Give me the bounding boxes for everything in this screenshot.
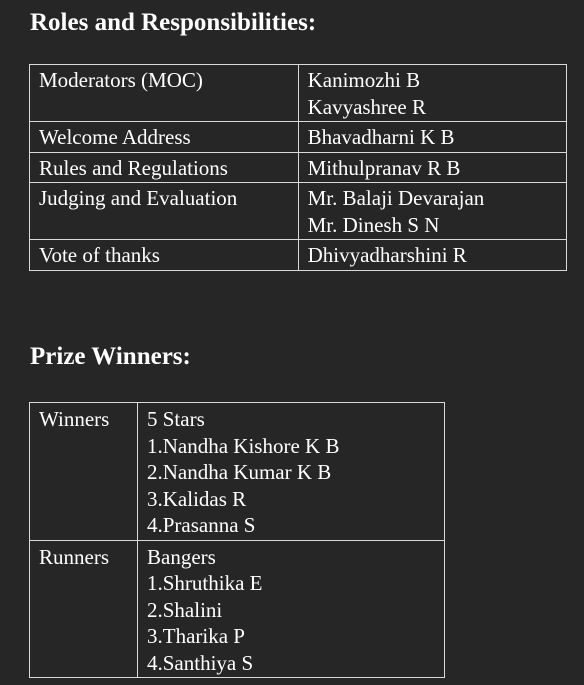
member-name: 2.Nandha Kumar K B [147, 460, 332, 484]
member-name: 2.Shalini [147, 597, 223, 622]
person-name: Kavyashree R [307, 94, 426, 119]
prize-table [29, 402, 445, 678]
person-name: Mr. Dinesh S N [307, 212, 440, 237]
role-cell: Judging and Evaluation [30, 183, 299, 240]
person-name: Dhivyadharshini R [307, 243, 467, 267]
person-cell [298, 240, 566, 271]
person-name: Mr. Balaji Devarajan [307, 186, 485, 210]
table-row [30, 152, 567, 183]
team-name: Bangers [147, 544, 216, 569]
roles-heading: Roles and Responsibilities: [30, 9, 317, 36]
member-name: 1.Shruthika E [147, 571, 263, 595]
table-row [30, 540, 445, 678]
person-name: Mithulpranav R B [307, 155, 461, 180]
person-cell [298, 152, 566, 183]
member-name: 3.Kalidas R [147, 486, 247, 511]
role-cell: Rules and Regulations [30, 152, 299, 183]
member-name: 1.Nandha Kishore K B [147, 433, 340, 458]
member-name: 4.Prasanna S [147, 513, 256, 537]
category-cell: Runners [30, 540, 138, 678]
role-cell: Vote of thanks [30, 240, 299, 271]
person-name: Bhavadharni K B [307, 125, 455, 149]
table-row [30, 403, 445, 541]
table-row [30, 240, 567, 271]
table-row [30, 65, 567, 122]
member-name: 4.Santhiya S [147, 650, 254, 675]
person-cell [298, 183, 566, 240]
role-cell: Moderators (MOC) [30, 65, 299, 122]
team-cell [138, 403, 445, 541]
roles-table [29, 64, 567, 271]
team-cell [138, 540, 445, 678]
person-cell [298, 65, 566, 122]
table-row [30, 183, 567, 240]
team-name: 5 Stars [147, 407, 205, 431]
prize-heading: Prize Winners: [30, 343, 191, 370]
table-row [30, 122, 567, 153]
member-name: 3.Tharika P [147, 624, 245, 648]
category-cell: Winners [30, 403, 138, 541]
person-name: Kanimozhi B [307, 68, 421, 92]
person-cell [298, 122, 566, 153]
role-cell: Welcome Address [30, 122, 299, 153]
